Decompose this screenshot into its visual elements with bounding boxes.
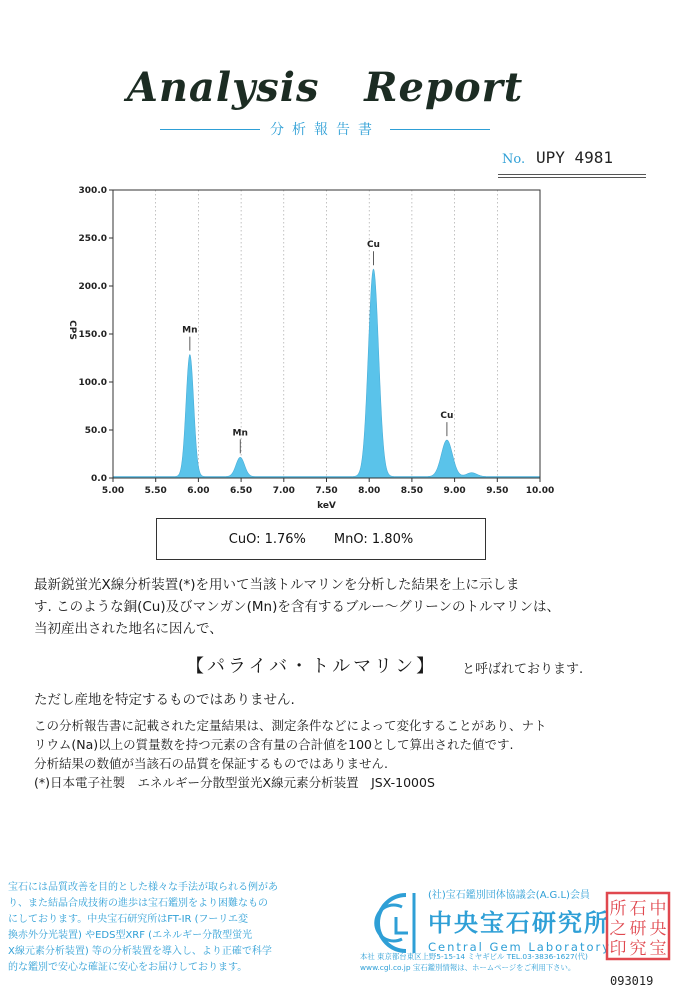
footer-note-line: 換赤外分光装置) やEDS型XRF (エネルギー分散型蛍光 xyxy=(8,930,253,941)
chart-grid xyxy=(113,190,540,478)
footer-note-line: り、また結晶合成技術の進歩は宝石鑑別をより困難なもの xyxy=(8,898,268,909)
notes-block xyxy=(34,716,664,792)
x-tick-label: 7.00 xyxy=(272,486,295,496)
footer-note-line: X線元素分析装置) 等の分析装置を導入し、より正確で科学 xyxy=(8,946,272,957)
y-tick-label: 0.0 xyxy=(91,474,107,484)
x-tick-label: 6.00 xyxy=(187,486,210,496)
x-tick-label: 10.00 xyxy=(525,486,555,496)
peak-label: Mn xyxy=(232,428,248,439)
report-number-underline xyxy=(498,177,646,178)
y-tick-label: 50.0 xyxy=(84,426,107,436)
y-tick-label: 150.0 xyxy=(78,330,107,340)
analysis-paragraph xyxy=(34,574,664,640)
peak-label: Cu xyxy=(366,240,380,251)
origin-disclaimer xyxy=(34,689,664,711)
report-number-prefix: No. xyxy=(502,152,526,167)
x-tick-label: 5.00 xyxy=(101,486,125,496)
subtitle-rule-right xyxy=(390,129,490,130)
laboratory-name-japanese: 中央宝石研究所 xyxy=(428,909,610,937)
seal-character: 之 xyxy=(609,919,627,939)
footer-notice xyxy=(8,880,358,976)
peak-label: Cu xyxy=(440,411,454,422)
y-tick-label: 100.0 xyxy=(78,378,107,388)
xrf-spectrum-chart xyxy=(60,182,560,512)
website-info: www.cgl.co.jp 宝石鑑別情報は、ホームページをご利用下さい。 xyxy=(360,963,576,972)
subtitle-block xyxy=(160,118,490,140)
association-membership: (社)宝石鑑別団体協議会(A.G.L)会員 xyxy=(428,890,590,901)
head-office-address: 本社 東京都台東区上野5-15-14 ミヤギビル TEL.03-3836-1627(代) xyxy=(360,952,588,961)
footer-note-line: 的な鑑別で安心な確証に安心をお届けしております。 xyxy=(8,962,248,973)
x-tick-label: 8.00 xyxy=(358,486,381,496)
x-axis-ticks xyxy=(102,478,554,496)
seal-character: 石 xyxy=(629,899,647,919)
note-line: この分析報告書に記載された定量結果は、測定条件などによって変化することがあり、ナト xyxy=(34,718,547,733)
address-block xyxy=(360,951,620,973)
paragraph-line: 当初産出された地名に因んで、 xyxy=(34,621,223,637)
x-tick-label: 9.00 xyxy=(443,486,466,496)
note-line: (*)日本電子社製 エネルギー分散型蛍光X線元素分析装置 JSX-1000S xyxy=(34,775,435,790)
footer-note-line: にしております。中央宝石研究所はFT-IR (フーリエ変 xyxy=(8,914,249,925)
seal-character: 印 xyxy=(609,939,627,959)
paraiba-tourmaline-label: 【パライバ・トルマリン】 xyxy=(186,656,438,677)
seal-character: 央 xyxy=(649,919,667,939)
cuo-result: CuO: 1.76% xyxy=(228,531,306,547)
x-tick-label: 6.50 xyxy=(229,486,253,496)
note-line: 分析結果の数値が当該石の品質を保証するものではありません. xyxy=(34,756,388,771)
report-number-value: UPY 4981 xyxy=(536,148,614,167)
y-tick-label: 250.0 xyxy=(78,234,107,244)
peak-label: Mn xyxy=(182,325,198,336)
paragraph-line: す. このような銅(Cu)及びマンガン(Mn)を含有するブルー～グリーンのトルマリンは、 xyxy=(34,599,561,615)
y-axis-label: CPS xyxy=(67,320,77,340)
subtitle-rule-left xyxy=(160,129,260,130)
paragraph-line: 最新鋭蛍光X線分析装置(*)を用いて当該トルマリンを分析した結果を上に示しま xyxy=(34,577,520,593)
x-tick-label: 9.50 xyxy=(486,486,509,496)
seal-character: 所 xyxy=(609,899,627,919)
serial-number: 093019 xyxy=(610,974,654,988)
cgl-logo-icon xyxy=(356,885,428,961)
laboratory-block xyxy=(428,886,618,954)
paraiba-name-row xyxy=(186,652,646,682)
seal-characters xyxy=(610,899,667,959)
paraiba-suffix: と呼ばれております. xyxy=(462,662,584,677)
x-tick-label: 7.50 xyxy=(315,486,338,496)
report-subtitle: 分析報告書 xyxy=(270,122,380,138)
report-title: Analysis Report xyxy=(126,64,524,111)
seal-character: 究 xyxy=(629,939,647,959)
peak-labels xyxy=(182,240,453,453)
x-tick-label: 5.50 xyxy=(144,486,167,496)
note-line: リウム(Na)以上の質量数を持つ元素の含有量の合計値を100として算出された値です. xyxy=(34,737,514,752)
report-number xyxy=(498,146,646,175)
mno-result: MnO: 1.80% xyxy=(333,531,414,547)
quantitative-result-box xyxy=(156,518,486,560)
seal-character: 中 xyxy=(649,899,667,919)
y-axis-ticks xyxy=(79,186,113,484)
y-tick-label: 300.0 xyxy=(78,186,107,196)
y-tick-label: 200.0 xyxy=(78,282,107,292)
footer-note-line: 宝石には品質改善を目的とした様々な手法が取られる例があ xyxy=(8,882,278,893)
x-tick-label: 8.50 xyxy=(400,486,424,496)
seal-character: 宝 xyxy=(649,939,667,959)
x-axis-label: keV xyxy=(317,501,336,511)
paragraph-line: ただし産地を特定するものではありません. xyxy=(34,692,295,708)
seal-character: 研 xyxy=(629,919,647,939)
laboratory-name-english: Central Gem Laboratory xyxy=(428,940,612,954)
red-seal-stamp xyxy=(604,890,672,962)
